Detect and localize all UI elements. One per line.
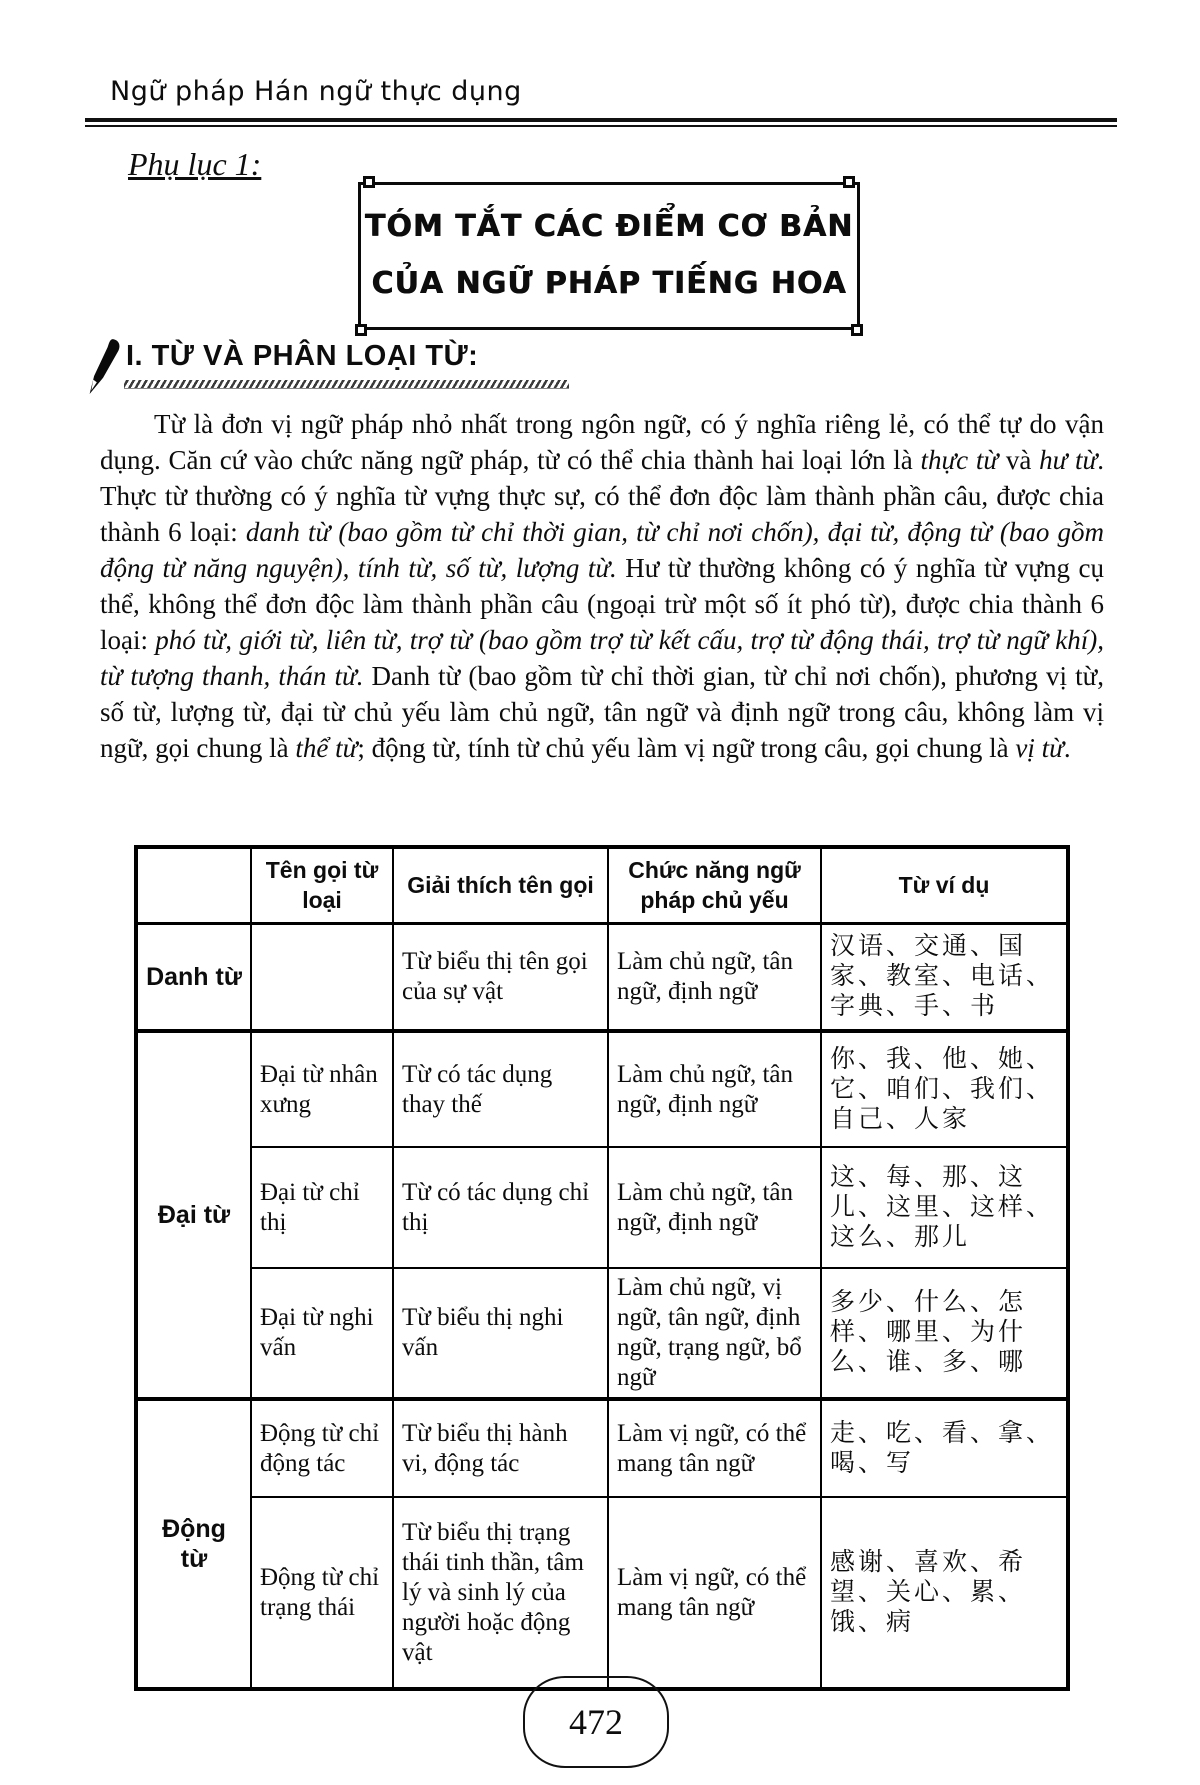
explain-cell: Từ biểu thị nghi vấn (393, 1268, 608, 1399)
pen-icon (86, 338, 122, 396)
page-number: 472 (569, 1702, 623, 1742)
table-row (136, 1497, 1068, 1689)
col-header-ten-goi: Tên gọi từ loại (251, 847, 393, 923)
function-cell: Làm chủ ngữ, tân ngữ, định ngữ (608, 923, 821, 1031)
group-label-dai-tu: Đại từ (136, 1031, 251, 1399)
subtype-cell (251, 923, 393, 1031)
function-cell: Làm vị ngữ, có thể mang tân ngữ (608, 1497, 821, 1689)
col-header-chuc-nang: Chức năng ngữ pháp chủ yếu (608, 847, 821, 923)
examples-cell: 感谢、喜欢、希望、关心、累、饿、病 (821, 1497, 1068, 1689)
function-cell: Làm chủ ngữ, vị ngữ, tân ngữ, định ngữ, trạng ngữ, bổ ngữ (608, 1268, 821, 1399)
examples-cell: 走、吃、看、拿、喝、写 (821, 1399, 1068, 1497)
box-title-line2: CỦA NGỮ PHÁP TIẾNG HOA (371, 266, 847, 301)
function-cell: Làm vị ngữ, có thể mang tân ngữ (608, 1399, 821, 1497)
col-header-empty (136, 847, 251, 923)
col-header-vi-du: Từ ví dụ (821, 847, 1068, 923)
examples-cell: 多少、什么、怎样、哪里、为什么、谁、多、哪 (821, 1268, 1068, 1399)
section-heading-underline (124, 380, 569, 389)
intro-paragraph: Từ là đơn vị ngữ pháp nhỏ nhất trong ngôn ngữ, có ý nghĩa riêng lẻ, có thể tự do vận dụng. Căn cứ vào chức năng ngữ pháp, từ có thể chia thành hai loại lớn là thực từ và hư từ. Thực từ thường có ý nghĩa từ vựng thực sự, có thể đơn độc làm thành phần câu, được chia thành 6 loại: danh từ (bao gồm từ chỉ thời gian, từ chỉ nơi chốn), đại từ, động từ (bao gồm động từ năng nguyện), tính từ, số từ, lượng từ. Hư từ thường không có ý nghĩa từ vựng cụ thể, không thể đơn độc làm thành phần câu (ngoại trừ một số ít phó từ), được chia thành 6 loại: phó từ, giới từ, liên từ, trợ từ (bao gồm trợ từ kết cấu, trợ từ động thái, trợ từ ngữ khí), từ tượng thanh, thán từ. Danh từ (bao gồm từ chỉ thời gian, từ chỉ nơi chốn), phương vị từ, số từ, lượng từ, đại từ chủ yếu làm chủ ngữ, tân ngữ và định ngữ trong câu, không làm vị ngữ, gọi chung là thể từ; động từ, tính từ chủ yếu làm vị ngữ trong câu, gọi chung là vị từ. (100, 409, 1104, 763)
table-header-row (136, 847, 1068, 923)
page-number-badge (523, 1676, 669, 1768)
examples-cell: 这、每、那、这儿、这里、这样、这么、那儿 (821, 1147, 1068, 1268)
explain-cell: Từ biểu thị tên gọi của sự vật (393, 923, 608, 1031)
header-rule (85, 118, 1117, 127)
table-row (136, 1031, 1068, 1147)
table-row (136, 1268, 1068, 1399)
function-cell: Làm chủ ngữ, tân ngữ, định ngữ (608, 1147, 821, 1268)
section-heading-text: I. TỪ VÀ PHÂN LOẠI TỪ: (126, 340, 479, 372)
explain-cell: Từ biểu thị hành vi, động tác (393, 1399, 608, 1497)
group-label-dong-tu: Động từ (136, 1399, 251, 1689)
table-row (136, 1399, 1068, 1497)
corner-ornament (843, 176, 855, 188)
explain-cell: Từ có tác dụng chỉ thị (393, 1147, 608, 1268)
appendix-label: Phụ lục 1: (128, 146, 262, 182)
group-label-danh-tu: Danh từ (136, 923, 251, 1031)
col-header-giai-thich: Giải thích tên gọi (393, 847, 608, 923)
corner-ornament (355, 324, 367, 336)
subtype-cell: Đại từ chỉ thị (251, 1147, 393, 1268)
subtype-cell: Động từ chỉ động tác (251, 1399, 393, 1497)
explain-cell: Từ biểu thị trạng thái tinh thần, tâm lý và sinh lý của người hoặc động vật (393, 1497, 608, 1689)
corner-ornament (851, 324, 863, 336)
examples-cell: 你、我、他、她、它、咱们、我们、自己、人家 (821, 1031, 1068, 1147)
subtype-cell: Đại từ nghi vấn (251, 1268, 393, 1399)
explain-cell: Từ có tác dụng thay thế (393, 1031, 608, 1147)
word-class-table (134, 845, 1070, 1691)
subtype-cell: Động từ chỉ trạng thái (251, 1497, 393, 1689)
table-row (136, 923, 1068, 1031)
box-title-line1: TÓM TẮT CÁC ĐIỂM CƠ BẢN (364, 209, 854, 244)
examples-cell: 汉语、交通、国家、教室、电话、字典、手、书 (821, 923, 1068, 1031)
title-box (358, 182, 860, 330)
table-row (136, 1147, 1068, 1268)
running-header: Ngữ pháp Hán ngữ thực dụng (110, 76, 522, 107)
function-cell: Làm chủ ngữ, tân ngữ, định ngữ (608, 1031, 821, 1147)
corner-ornament (363, 176, 375, 188)
subtype-cell: Đại từ nhân xưng (251, 1031, 393, 1147)
